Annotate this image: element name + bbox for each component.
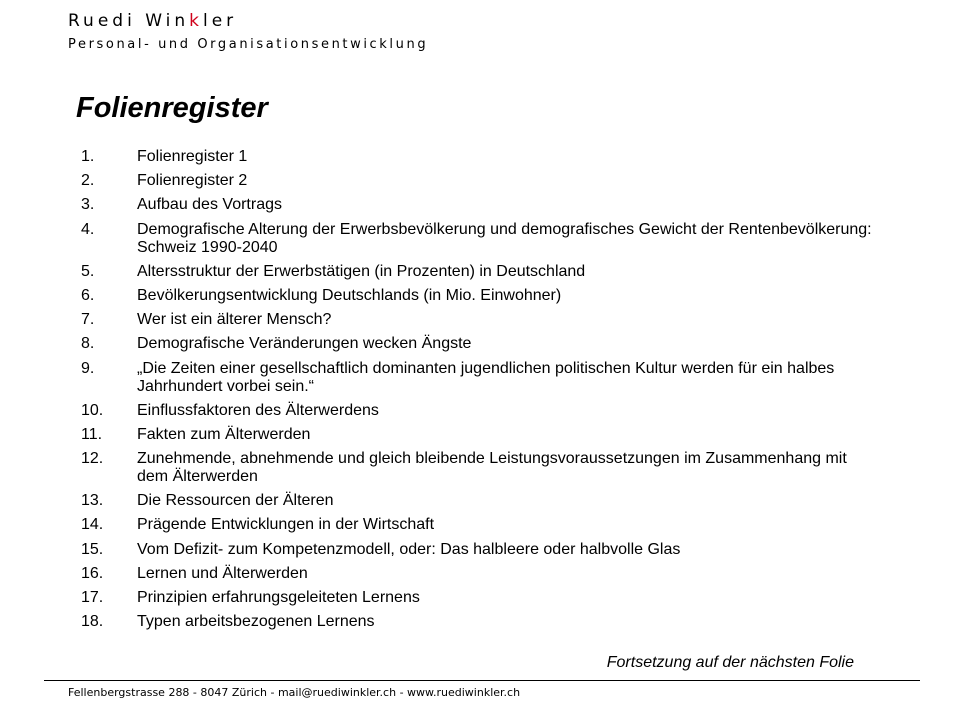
register-item (76, 196, 876, 214)
register-item (76, 263, 876, 281)
brand-subtitle: Personal- und Organisationsentwicklung (68, 37, 429, 52)
slide-register-list (76, 148, 876, 637)
register-item-text: Bevölkerungsentwicklung Deutschlands (in Mio. Einwohner) (137, 286, 562, 304)
register-item-number: 11. (81, 425, 103, 443)
register-item (76, 450, 876, 486)
footer-divider (44, 680, 920, 681)
register-item-number: 7. (81, 311, 95, 329)
register-item (76, 221, 876, 257)
register-item-text: Typen arbeitsbezogenen Lernens (137, 613, 375, 631)
register-item (76, 565, 876, 583)
brand-name-part2: ler (203, 11, 238, 31)
register-item-number: 18. (81, 613, 104, 631)
register-item-number: 2. (81, 172, 95, 190)
brand-name (68, 10, 428, 32)
register-item-text: Demografische Alterung der Erwerbsbevölkerung und demografisches Gewicht der Rentenbevölkerung: Schweiz 1990-2040 (137, 220, 872, 256)
register-item-number: 9. (81, 359, 95, 377)
register-item (76, 589, 876, 607)
register-item-text: Lernen und Älterwerden (137, 564, 308, 582)
register-item-number: 1. (81, 148, 95, 165)
register-item (76, 360, 876, 396)
register-item-number: 6. (81, 286, 95, 304)
register-item (76, 311, 876, 329)
register-item-text: Folienregister 2 (137, 172, 248, 190)
register-item-number: 3. (81, 196, 95, 214)
register-item (76, 287, 876, 305)
register-item-number: 16. (81, 564, 104, 582)
register-item (76, 541, 876, 559)
register-item-number: 15. (81, 540, 104, 558)
register-item-number: 4. (81, 220, 95, 238)
register-item-number: 14. (81, 516, 104, 534)
register-item (76, 492, 876, 510)
register-item (76, 516, 876, 534)
slide-title: Folienregister (76, 92, 268, 124)
register-item-number: 5. (81, 262, 95, 280)
register-item-text: Prägende Entwicklungen in der Wirtschaft (137, 516, 435, 534)
footer-address: Fellenbergstrasse 288 - 8047 Zürich - mail@ruediwinkler.ch - www.ruediwinkler.ch (68, 686, 521, 699)
register-item-number: 13. (81, 492, 104, 510)
register-item-number: 8. (81, 335, 95, 353)
register-item-text: Zunehmende, abnehmende und gleich bleibende Leistungsvoraussetzungen im Zusammenhang mit dem Älterwerden (137, 450, 847, 486)
register-item-text: Aufbau des Vortrags (137, 196, 282, 214)
register-item (76, 148, 876, 166)
register-item-text: Prinzipien erfahrungsgeleiteten Lernens (137, 589, 420, 606)
register-item-text: „Die Zeiten einer gesellschaftlich dominanten jugendlichen politischen Kultur werden für ein halbes Jahrhundert vorbei sein.“ (137, 359, 835, 395)
register-item (76, 172, 876, 190)
brand-header (68, 10, 428, 54)
brand-name-accent-letter: k (189, 11, 203, 31)
register-item-number: 12. (81, 450, 104, 468)
continuation-note: Fortsetzung auf der nächsten Folie (606, 654, 854, 671)
brand-name-part1: Ruedi Win (68, 11, 190, 31)
register-item (76, 335, 876, 353)
register-item-text: Fakten zum Älterwerden (137, 425, 311, 443)
register-item-text: Vom Defizit- zum Kompetenzmodell, oder: Das halbleere oder halbvolle Glas (137, 540, 681, 558)
register-item (76, 426, 876, 444)
register-item-text: Einflussfaktoren des Älterwerdens (137, 401, 379, 419)
register-item (76, 613, 876, 631)
register-item-text: Die Ressourcen der Älteren (137, 492, 334, 510)
register-item-number: 10. (81, 401, 104, 419)
register-item-text: Altersstruktur der Erwerbstätigen (in Prozenten) in Deutschland (137, 262, 586, 280)
register-item-text: Wer ist ein älterer Mensch? (137, 311, 332, 329)
register-item-number: 17. (81, 589, 104, 606)
register-item-text: Folienregister 1 (137, 148, 248, 165)
register-item (76, 402, 876, 420)
register-item-text: Demografische Veränderungen wecken Ängste (137, 335, 472, 353)
